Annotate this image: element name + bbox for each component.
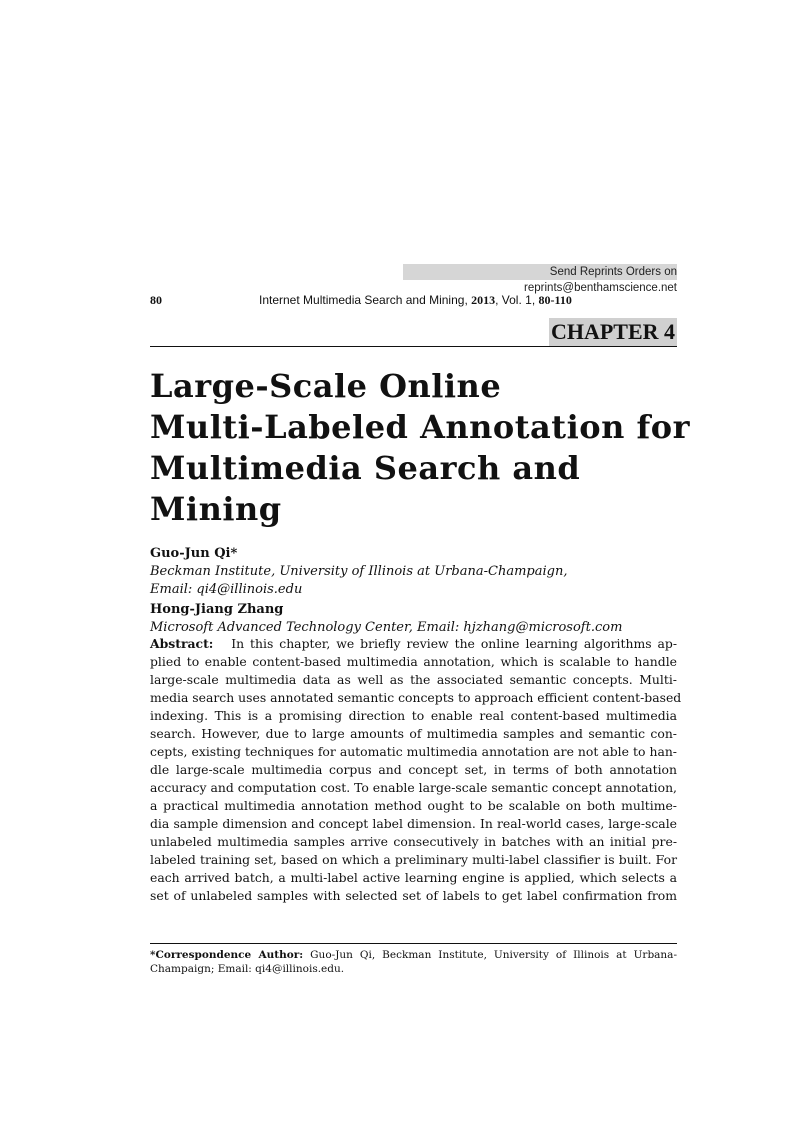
reprint-notice: Send Reprints Orders on reprints@benthamscience.net <box>403 264 677 280</box>
header-rule <box>150 346 677 347</box>
footnote <box>150 948 677 976</box>
abstract-line: cepts, existing techniques for automatic multimedia annotation are not able to han- <box>150 744 677 759</box>
journal-volume: , Vol. 1, <box>495 293 536 307</box>
abstract-label: Abstract: <box>150 636 214 651</box>
abstract-line: labeled training set, based on which a preliminary multi-label classifier is built. For <box>150 852 677 867</box>
abstract-line: media search uses annotated semantic concepts to approach efficient content-based <box>150 690 682 705</box>
author-affiliation: Beckman Institute, University of Illinois at Urbana-Champaign, <box>150 564 568 579</box>
chapter-label: CHAPTER 4 <box>550 319 675 344</box>
footnote-line: *Correspondence Author: Guo-Jun Qi, Beckman Institute, University of Illinois at Urbana- <box>150 949 677 961</box>
abstract <box>150 635 682 905</box>
abstract-line: dle large-scale multimedia corpus and concept set, in terms of both annotation <box>150 762 677 777</box>
author-name: Hong-Jiang Zhang <box>150 602 284 617</box>
abstract-line: indexing. This is a promising direction to enable real content-based multimedia <box>150 708 677 723</box>
footnote-rule <box>150 943 677 944</box>
abstract-line: unlabeled multimedia samples arrive consecutively in batches with an initial pre- <box>150 834 677 849</box>
abstract-line: a practical multimedia annotation method ought to be scalable on both multime- <box>150 798 677 813</box>
title-line: Multimedia Search and Mining <box>150 449 581 528</box>
abstract-line: plied to enable content-based multimedia annotation, which is scalable to handle <box>150 654 677 669</box>
author-affiliation: Microsoft Advanced Technology Center, Email: hjzhang@microsoft.com <box>150 620 623 635</box>
journal-year: 2013 <box>471 293 496 307</box>
footnote-label: *Correspondence Author: <box>150 949 304 961</box>
title-line: Multi-Labeled Annotation for <box>150 408 690 446</box>
journal-pages: 80-110 <box>538 293 572 307</box>
author-name: Guo-Jun Qi* <box>150 546 238 561</box>
abstract-line: large-scale multimedia data as well as the associated semantic concepts. Multi- <box>150 672 677 687</box>
abstract-line: dia sample dimension and concept label dimension. In real-world cases, large-scale <box>150 816 677 831</box>
authors-block <box>150 545 680 637</box>
abstract-line: each arrived batch, a multi-label active learning engine is applied, which selects a <box>150 870 677 885</box>
author-email: Email: qi4@illinois.edu <box>150 582 303 597</box>
abstract-line: Abstract: In this chapter, we briefly review the online learning algorithms ap- <box>150 636 678 651</box>
chapter-title <box>150 366 710 530</box>
journal-name: Internet Multimedia Search and Mining, <box>259 293 468 307</box>
title-line: Large-Scale Online <box>150 367 502 405</box>
journal-citation <box>259 293 572 308</box>
footnote-line: Champaign; Email: qi4@illinois.edu. <box>150 963 345 975</box>
abstract-line: accuracy and computation cost. To enable large-scale semantic concept annotation, <box>150 780 677 795</box>
page-number: 80 <box>150 293 162 307</box>
abstract-line: set of unlabeled samples with selected set of labels to get label confirmation from <box>150 888 677 903</box>
abstract-line: search. However, due to large amounts of multimedia samples and semantic con- <box>150 726 677 741</box>
